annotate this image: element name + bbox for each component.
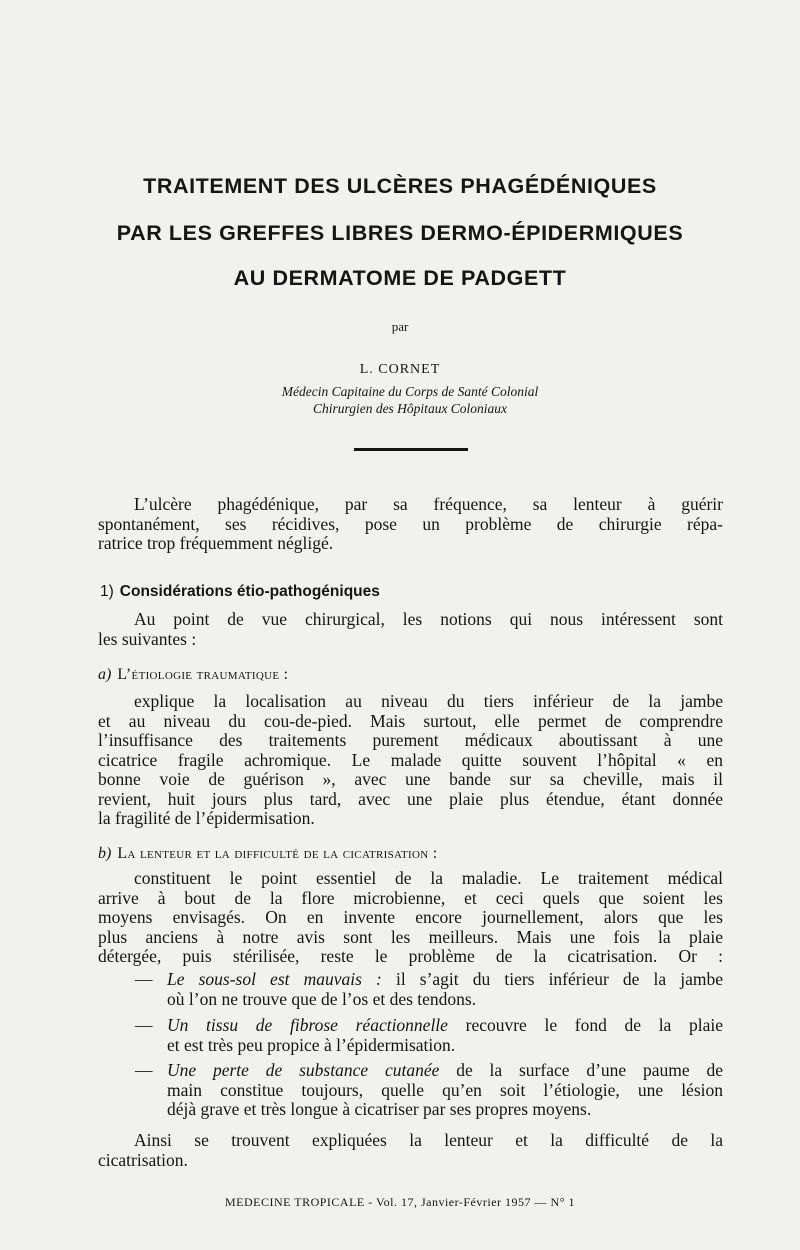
dash-item-3-continuation-2: déjà grave et très longue à cicatriser par ses propres moyens. — [167, 1099, 592, 1119]
paragraph-b-line: détergée, puis stérilisée, reste le problème de la cicatrisation. Or : — [98, 946, 723, 966]
byline-par: par — [391, 319, 409, 334]
dash-item-2 — [135, 1016, 723, 1055]
section-intro-line: Au point de vue chirurgical, les notions qui nous intéressent sont — [134, 609, 723, 629]
paragraph-a-line: et au niveau du cou-de-pied. Mais surtout, elle permet de comprendre — [98, 710, 723, 731]
subheading-b-title: La lenteur et la difficulté de la cicatrisation : — [117, 845, 438, 862]
dash-mark: — — [135, 1060, 153, 1080]
paragraph-b-line: arrive à bout de la flore microbienne, et ceci quels que soient les — [98, 887, 723, 908]
author-name: L. CORNET — [359, 362, 441, 377]
author-affiliation-2: Chirurgien des Hôpitaux Coloniaux — [312, 401, 508, 416]
conclusion-paragraph — [98, 1131, 723, 1170]
paragraph-b-line: moyens envisagés. On en invente encore journellement, alors que les — [98, 907, 723, 927]
subheading-b — [98, 845, 438, 863]
dash-item-2-first-line — [135, 1016, 723, 1036]
intro-line: spontanément, ses récidives, pose un problème de chirurgie répa- — [98, 513, 723, 534]
dash-item-2-italic: Un tissu de fibrose réactionnelle — [167, 1015, 448, 1035]
title-line-2: PAR LES GREFFES LIBRES DERMO-ÉPIDERMIQUES — [116, 221, 684, 245]
title-separator-rule — [354, 448, 468, 451]
paragraph-a-line: revient, huit jours plus tard, avec une plaie plus étendue, étant donnée — [98, 788, 723, 809]
subheading-b-label: b) — [98, 845, 112, 862]
author-affiliation-1: Médecin Capitaine du Corps de Santé Colonial — [281, 384, 539, 399]
dash-item-3-text — [135, 1060, 723, 1080]
paragraph-a-line: cicatrice fragile achromique. Le malade quitte souvent l’hôpital « en — [98, 749, 723, 770]
section-heading — [100, 583, 380, 601]
dash-item-2-text — [135, 1015, 723, 1035]
conclusion-line: cicatrisation. — [98, 1149, 188, 1170]
intro-line: L’ulcère phagédénique, par sa fréquence, sa lenteur à guérir — [134, 494, 723, 514]
subheading-a-label: a) — [98, 666, 112, 683]
dash-item-2-rest: recouvre le fond de la plaie — [447, 1015, 723, 1035]
dash-mark: — — [135, 969, 153, 989]
section-intro-line: les suivantes : — [98, 628, 197, 649]
dash-mark: — — [135, 1015, 153, 1035]
dash-item-3-rest: de la surface d’une paume de — [439, 1060, 723, 1080]
paragraph-b-line: constituent le point essentiel de la maladie. Le traitement médical — [134, 868, 723, 888]
title-line-1: TRAITEMENT DES ULCÈRES PHAGÉDÉNIQUES — [143, 174, 657, 198]
dash-item-3-continuation: main constitue toujours, quelle qu’en soit l’étiologie, une lésion — [167, 1079, 723, 1100]
paragraph-b — [98, 869, 723, 967]
section-title: Considérations étio-pathogéniques — [119, 583, 380, 600]
dash-item-1-text — [135, 969, 723, 989]
dash-item-2-continuation: et est très peu propice à l’épidermisation. — [167, 1034, 456, 1055]
conclusion-line: Ainsi se trouvent expliquées la lenteur et la difficulté de la — [134, 1130, 723, 1150]
journal-footer: MEDECINE TROPICALE - Vol. 17, Janvier-Février 1957 — N° 1 — [224, 1195, 576, 1209]
intro-paragraph — [98, 495, 723, 554]
paragraph-a — [98, 692, 723, 829]
dash-item-1-continuation: où l’on ne trouve que de l’os et des tendons. — [167, 988, 477, 1009]
section-number: 1) — [100, 583, 114, 600]
subheading-a-title: L’étiologie traumatique : — [117, 666, 289, 683]
paragraph-b-line: plus anciens à notre avis sont les meilleurs. Mais une fois la plaie — [98, 926, 723, 947]
paragraph-a-line: bonne voie de guérison », avec une bande sur sa cheville, mais il — [98, 769, 723, 789]
dash-item-3-first-line — [135, 1061, 723, 1081]
dash-item-1-rest: il s’agit du tiers inférieur de la jambe — [381, 969, 723, 989]
intro-line: ratrice trop fréquemment négligé. — [98, 533, 334, 553]
title-line-3: AU DERMATOME DE PADGETT — [233, 266, 567, 290]
dash-item-3 — [135, 1061, 723, 1120]
dash-item-3-italic: Une perte de substance cutanée — [167, 1060, 440, 1080]
paragraph-a-line: la fragilité de l’épidermisation. — [98, 808, 315, 828]
dash-item-1-italic: Le sous-sol est mauvais : — [167, 969, 382, 989]
paragraph-a-line: l’insuffisance des traitements purement médicaux aboutissant à une — [98, 730, 723, 750]
section-intro-paragraph — [98, 610, 723, 649]
dash-item-1 — [135, 970, 723, 1009]
dash-item-1-first-line — [135, 970, 723, 990]
paragraph-a-line: explique la localisation au niveau du tiers inférieur de la jambe — [134, 691, 723, 711]
subheading-a — [98, 666, 288, 684]
